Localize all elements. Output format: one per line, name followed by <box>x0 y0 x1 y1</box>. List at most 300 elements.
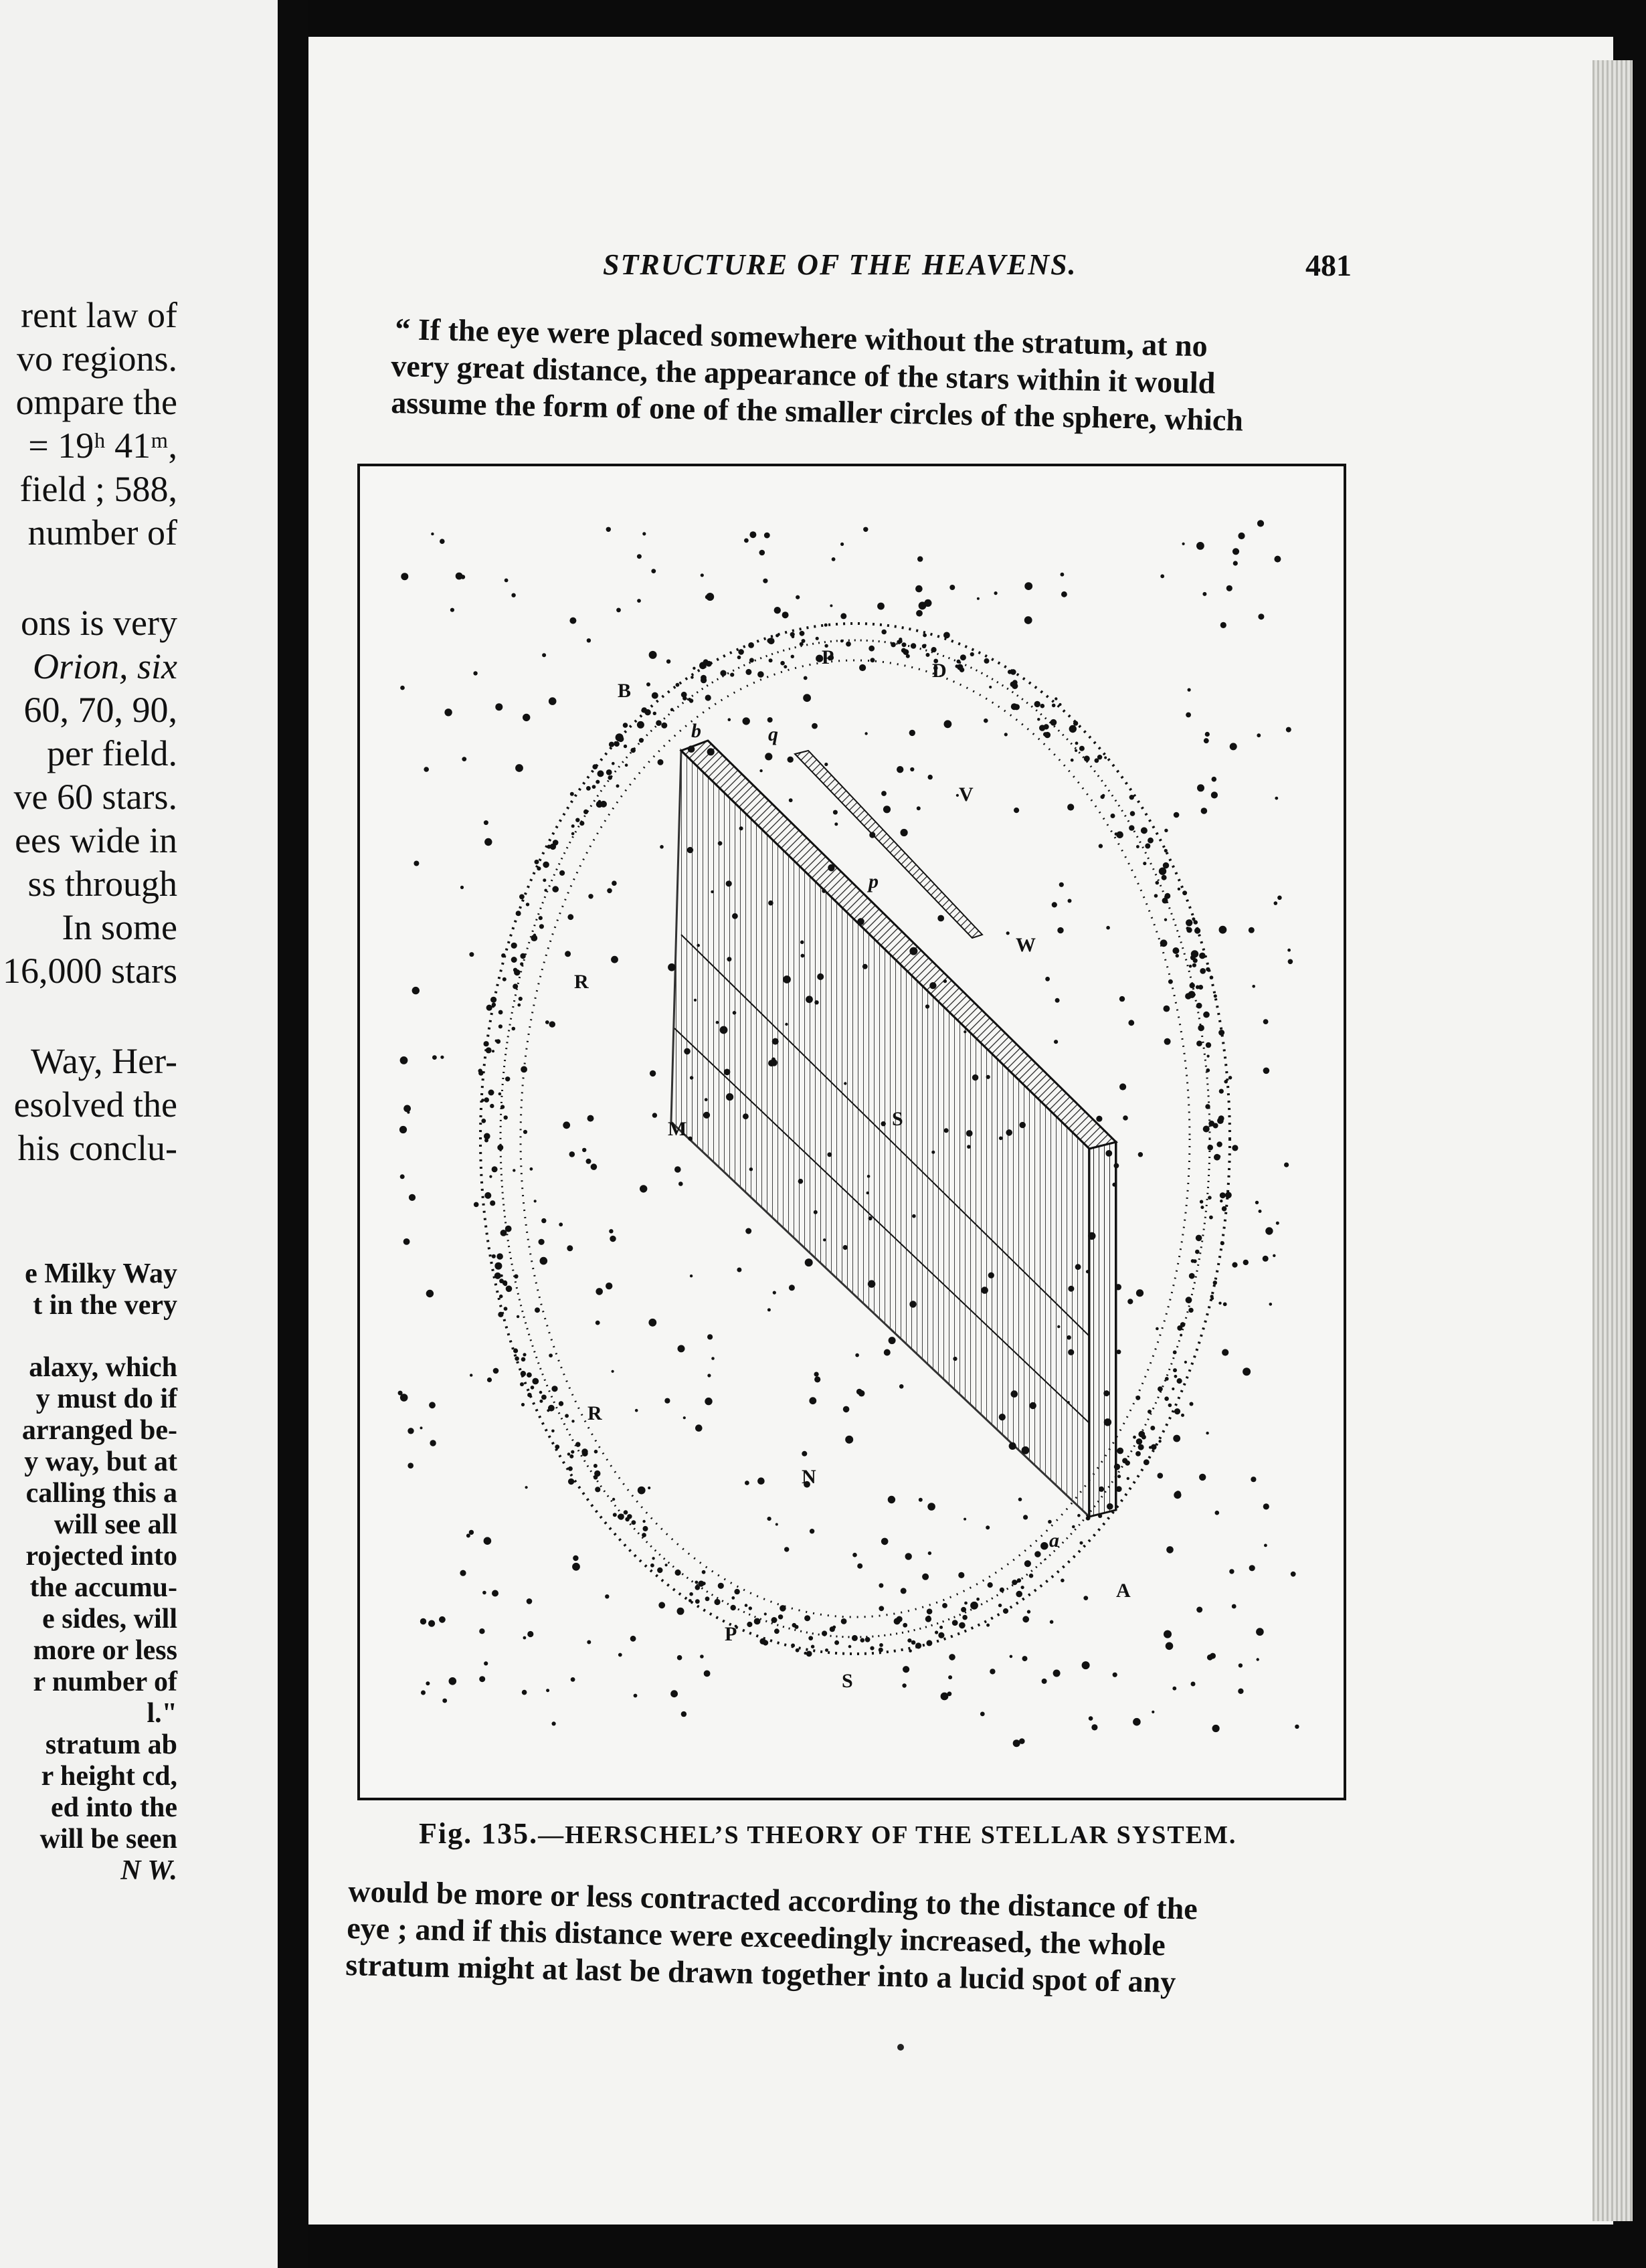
star-mark <box>928 1551 931 1555</box>
star-mark <box>1006 931 1010 935</box>
star-mark <box>539 1391 543 1394</box>
star-mark <box>1199 953 1206 959</box>
star-mark <box>543 878 546 882</box>
star-mark <box>909 1649 912 1652</box>
left-text-line: ve 60 stars. <box>13 777 177 817</box>
figure-label: S <box>842 1670 853 1692</box>
star-mark <box>768 638 775 644</box>
star-mark <box>689 1592 693 1596</box>
star-mark <box>749 1167 753 1171</box>
star-mark <box>791 655 794 658</box>
star-mark <box>823 1238 826 1241</box>
star-mark <box>523 1130 527 1134</box>
star-mark <box>706 661 712 667</box>
star-mark <box>1182 543 1185 545</box>
star-mark <box>1212 1725 1220 1732</box>
star-mark <box>1190 1402 1194 1406</box>
star-mark <box>688 745 695 753</box>
figure-caption <box>419 1816 1237 1851</box>
star-mark <box>450 608 454 612</box>
star-mark <box>688 1137 692 1141</box>
star-mark <box>1086 1516 1091 1521</box>
star-mark <box>1158 1473 1164 1479</box>
star-mark <box>1212 777 1217 782</box>
star-mark <box>545 1020 549 1024</box>
star-mark <box>484 1041 489 1046</box>
star-mark <box>539 916 543 920</box>
star-mark <box>1011 703 1018 710</box>
star-mark <box>845 1436 853 1444</box>
star-mark <box>1057 927 1063 933</box>
star-mark <box>749 531 756 538</box>
star-mark <box>877 603 885 610</box>
star-mark <box>588 894 593 899</box>
star-mark <box>1164 1006 1170 1012</box>
star-mark <box>970 1602 978 1610</box>
star-mark <box>703 1112 710 1119</box>
star-mark <box>568 1479 574 1485</box>
star-mark <box>1200 1200 1203 1204</box>
star-mark <box>598 770 604 777</box>
star-mark <box>1012 1580 1017 1585</box>
star-mark <box>1135 1451 1141 1456</box>
star-mark <box>484 820 488 825</box>
star-mark <box>1052 704 1056 708</box>
star-mark <box>952 1620 958 1626</box>
star-mark <box>809 1397 816 1404</box>
star-mark <box>606 1283 612 1289</box>
star-mark <box>677 1655 682 1661</box>
star-mark <box>707 748 715 755</box>
star-mark <box>637 721 644 729</box>
star-mark <box>941 1693 949 1701</box>
star-mark <box>800 941 804 945</box>
star-mark <box>522 1690 527 1695</box>
star-mark <box>494 1262 502 1270</box>
star-mark <box>567 914 573 920</box>
star-mark <box>1173 1350 1177 1354</box>
star-mark <box>804 1652 807 1655</box>
left-text-line: his conclu- <box>17 1128 177 1168</box>
star-mark <box>575 818 579 822</box>
star-mark <box>1112 1183 1116 1187</box>
star-mark <box>652 1113 657 1117</box>
figure-label: P <box>822 646 834 668</box>
star-mark <box>970 652 974 656</box>
star-mark <box>1104 1418 1111 1426</box>
star-mark <box>1107 1503 1113 1510</box>
star-mark <box>1168 979 1173 984</box>
star-mark <box>1243 1367 1251 1376</box>
paragraph-bottom-line: eye ; and if this distance were exceedingly increased, the whole <box>346 1910 1166 1962</box>
star-mark <box>444 708 452 716</box>
star-mark <box>586 786 591 791</box>
star-mark <box>1263 1256 1269 1262</box>
star-mark <box>638 1487 646 1495</box>
star-mark <box>1055 697 1057 700</box>
star-mark <box>571 1420 574 1422</box>
star-mark <box>1196 1235 1202 1242</box>
star-mark <box>840 640 844 643</box>
paragraph-top-line: “ If the eye were placed somewhere without the stratum, at no <box>394 311 1208 363</box>
left-text-line: stratum ab <box>45 1729 177 1760</box>
star-mark <box>1172 947 1179 954</box>
star-mark <box>911 643 916 648</box>
left-text-line: l." <box>147 1698 177 1729</box>
star-mark <box>1151 1444 1157 1450</box>
star-mark <box>544 889 547 892</box>
star-mark <box>981 1287 988 1294</box>
star-mark <box>1075 749 1077 752</box>
star-mark <box>1205 732 1210 737</box>
left-text-line: Orion, six <box>33 646 177 686</box>
star-mark <box>676 683 680 687</box>
star-mark <box>492 1254 496 1258</box>
star-mark <box>783 975 791 983</box>
star-mark <box>401 573 408 580</box>
star-mark <box>1150 1426 1155 1430</box>
star-mark <box>1099 1487 1104 1492</box>
star-mark <box>1223 1303 1227 1307</box>
star-mark <box>803 694 811 702</box>
star-mark <box>642 532 646 535</box>
star-mark <box>579 821 584 826</box>
star-mark <box>1273 1254 1275 1257</box>
star-mark <box>1287 949 1291 952</box>
left-text-line: arranged be- <box>21 1415 177 1446</box>
star-mark <box>431 533 434 535</box>
star-mark <box>407 1462 414 1469</box>
star-mark <box>964 1518 966 1521</box>
star-mark <box>400 686 405 690</box>
star-mark <box>844 1082 846 1084</box>
star-mark <box>1022 1616 1029 1622</box>
star-mark <box>612 880 617 886</box>
star-mark <box>1201 808 1208 814</box>
star-mark <box>466 1533 470 1537</box>
star-mark <box>912 1214 916 1218</box>
star-mark <box>1224 1080 1228 1084</box>
left-text-line: alaxy, which <box>29 1352 177 1383</box>
left-text-line: ons is very <box>21 603 177 643</box>
star-mark <box>439 1616 446 1623</box>
star-mark <box>1067 804 1074 810</box>
star-mark <box>925 1004 929 1008</box>
star-mark <box>834 822 838 826</box>
star-mark <box>1218 1030 1224 1036</box>
figure-label: D <box>932 660 947 682</box>
star-mark <box>569 618 576 624</box>
star-mark <box>496 1253 503 1260</box>
star-mark <box>931 648 935 652</box>
star-mark <box>909 1301 916 1307</box>
star-mark <box>962 1615 968 1620</box>
star-mark <box>1077 1514 1081 1517</box>
star-mark <box>420 1426 423 1429</box>
star-mark <box>1265 1227 1273 1234</box>
star-mark <box>504 1307 508 1311</box>
star-mark <box>421 1691 426 1695</box>
figure-label: R <box>587 1402 602 1424</box>
star-mark <box>1006 1129 1012 1136</box>
star-mark <box>1232 548 1239 555</box>
star-mark <box>801 954 805 958</box>
star-mark <box>586 1159 591 1164</box>
star-mark <box>1164 1630 1172 1638</box>
star-mark <box>1213 1281 1217 1285</box>
star-mark <box>1198 1025 1204 1032</box>
star-mark <box>1068 899 1072 903</box>
star-mark <box>587 638 591 642</box>
left-page <box>0 0 278 2268</box>
star-mark <box>984 658 990 664</box>
star-mark <box>1168 1404 1172 1408</box>
star-mark <box>922 1574 929 1580</box>
star-mark <box>967 1145 971 1149</box>
star-mark <box>526 903 529 906</box>
star-mark <box>550 844 556 850</box>
page-number: 481 <box>1305 248 1352 282</box>
star-mark <box>539 1239 545 1245</box>
star-mark <box>988 1272 994 1279</box>
star-mark <box>1211 791 1218 798</box>
star-mark <box>1075 1264 1081 1270</box>
star-mark <box>1220 1192 1226 1198</box>
star-mark <box>1162 898 1168 904</box>
star-mark <box>834 1640 839 1645</box>
star-mark <box>1117 1475 1121 1478</box>
star-mark <box>867 1175 871 1178</box>
star-mark <box>660 845 664 849</box>
star-mark <box>563 1121 570 1129</box>
star-mark <box>695 1424 703 1432</box>
star-mark <box>512 1027 516 1031</box>
star-mark <box>881 1538 889 1545</box>
star-mark <box>462 757 466 761</box>
star-mark <box>1194 920 1198 924</box>
star-mark <box>596 1288 603 1295</box>
star-mark <box>610 1236 616 1242</box>
star-mark <box>704 1671 711 1677</box>
star-mark <box>888 1496 895 1503</box>
star-mark <box>931 1151 935 1154</box>
star-mark <box>519 894 525 900</box>
star-mark <box>1164 1396 1169 1401</box>
star-mark <box>635 1409 638 1412</box>
star-mark <box>634 1694 638 1698</box>
star-mark <box>1116 832 1123 839</box>
star-mark <box>1205 1104 1210 1109</box>
star-mark <box>1128 1020 1134 1026</box>
star-mark <box>612 1498 615 1501</box>
star-mark <box>726 1093 733 1101</box>
figure-caption-number: Fig. 135. <box>419 1817 539 1850</box>
star-mark <box>1101 795 1105 799</box>
star-mark <box>484 1661 488 1665</box>
star-mark <box>616 608 621 613</box>
star-mark <box>902 1683 906 1687</box>
star-mark <box>748 642 754 648</box>
star-mark <box>989 686 992 688</box>
star-mark <box>571 824 575 828</box>
star-mark <box>765 753 772 760</box>
star-mark <box>759 1638 765 1644</box>
star-mark <box>1207 1655 1213 1661</box>
star-mark <box>879 1583 883 1588</box>
star-mark <box>899 1384 904 1389</box>
star-mark <box>774 1628 780 1634</box>
star-mark <box>1029 1574 1034 1578</box>
star-mark <box>625 763 628 767</box>
star-mark <box>860 1638 865 1642</box>
star-mark <box>907 1638 911 1642</box>
star-mark <box>910 767 914 771</box>
star-mark <box>527 1631 533 1637</box>
star-mark <box>637 554 642 559</box>
star-mark <box>1239 1663 1243 1667</box>
star-mark <box>1191 1682 1196 1687</box>
star-mark <box>1069 725 1077 733</box>
star-mark <box>618 1515 622 1519</box>
star-mark <box>1042 1679 1047 1684</box>
star-mark <box>806 996 813 1003</box>
star-mark <box>490 1200 495 1206</box>
star-mark <box>705 694 711 700</box>
star-mark <box>1284 1163 1289 1167</box>
star-mark <box>739 826 743 830</box>
star-mark <box>749 1606 752 1610</box>
star-mark <box>469 952 474 957</box>
star-mark <box>531 935 537 941</box>
left-text-line: r number of <box>33 1667 177 1697</box>
paragraph-top-line: very great distance, the appearance of the stars within it would <box>390 348 1216 400</box>
star-mark <box>658 759 664 765</box>
star-mark <box>1141 827 1148 834</box>
star-mark <box>607 888 612 894</box>
star-mark <box>832 557 836 561</box>
star-mark <box>1173 1368 1177 1372</box>
star-mark <box>625 1517 630 1522</box>
star-mark <box>1048 1520 1052 1524</box>
star-mark <box>998 1604 1002 1607</box>
star-mark <box>846 642 851 647</box>
star-mark <box>1203 1012 1210 1018</box>
star-mark <box>549 697 557 705</box>
star-mark <box>1220 1200 1222 1202</box>
star-mark <box>1164 849 1168 852</box>
left-text-line: more or less <box>33 1635 177 1666</box>
star-mark <box>825 1648 828 1652</box>
star-mark <box>1129 825 1134 830</box>
figure-label: M <box>668 1118 687 1140</box>
star-mark <box>523 714 530 721</box>
star-mark <box>903 649 909 655</box>
star-mark <box>1249 1565 1255 1571</box>
star-mark <box>492 1050 494 1052</box>
star-mark <box>889 1337 896 1344</box>
star-mark <box>718 841 723 846</box>
star-mark <box>573 1555 578 1561</box>
star-mark <box>504 1283 508 1287</box>
star-mark <box>1207 1145 1213 1151</box>
star-mark <box>513 1348 518 1353</box>
star-mark <box>565 951 571 957</box>
star-mark <box>1115 832 1118 836</box>
star-mark <box>778 1614 783 1619</box>
left-text-line: vo regions. <box>17 339 177 379</box>
star-mark <box>571 832 575 836</box>
star-mark <box>624 745 627 748</box>
star-mark <box>999 1137 1003 1141</box>
star-mark <box>479 1676 485 1682</box>
star-mark <box>461 575 466 579</box>
star-mark <box>582 1148 586 1152</box>
star-mark <box>1203 1126 1210 1133</box>
star-mark <box>718 1583 724 1589</box>
star-mark <box>521 1371 526 1376</box>
star-mark <box>929 982 936 989</box>
star-mark <box>646 682 650 686</box>
star-mark <box>684 1048 691 1055</box>
star-mark <box>639 738 644 743</box>
star-mark <box>484 838 492 846</box>
star-mark <box>1178 888 1180 890</box>
star-mark <box>517 912 521 916</box>
star-mark <box>759 769 762 772</box>
star-mark <box>881 630 887 635</box>
star-mark <box>1113 1673 1117 1677</box>
star-mark <box>624 1510 628 1515</box>
page-mark <box>897 2044 904 2051</box>
left-text-line: 16,000 stars <box>3 951 177 991</box>
star-mark <box>605 1594 609 1598</box>
star-mark <box>714 1599 720 1605</box>
star-mark <box>1084 755 1090 761</box>
star-mark <box>1011 1390 1018 1398</box>
star-mark <box>403 1105 411 1113</box>
star-mark <box>559 1222 563 1226</box>
star-mark <box>587 1640 591 1644</box>
star-mark <box>814 1372 819 1377</box>
star-mark <box>1166 1642 1174 1650</box>
star-mark <box>901 829 908 836</box>
star-mark <box>1213 1123 1218 1129</box>
star-mark <box>637 599 641 603</box>
star-mark <box>856 1389 862 1395</box>
star-mark <box>521 1066 527 1073</box>
star-mark <box>1144 1459 1150 1465</box>
star-mark <box>611 956 618 963</box>
star-mark <box>505 579 509 583</box>
star-mark <box>1105 1150 1112 1157</box>
star-mark <box>737 1268 741 1272</box>
paragraph-bottom-line: would be more or less contracted according to the distance of the <box>347 1873 1198 1926</box>
star-mark <box>944 1128 949 1133</box>
left-text-line: ss through <box>27 864 177 904</box>
star-mark <box>1104 757 1107 759</box>
star-mark <box>780 661 785 666</box>
star-mark <box>700 1655 704 1659</box>
figure-label: a <box>1049 1529 1059 1551</box>
star-mark <box>705 1596 710 1601</box>
star-mark <box>1020 1122 1026 1128</box>
star-mark <box>525 1486 528 1489</box>
star-mark <box>1263 1068 1270 1074</box>
star-mark <box>478 1070 483 1075</box>
star-mark <box>769 658 773 662</box>
star-mark <box>768 901 773 906</box>
star-mark <box>1014 808 1019 813</box>
